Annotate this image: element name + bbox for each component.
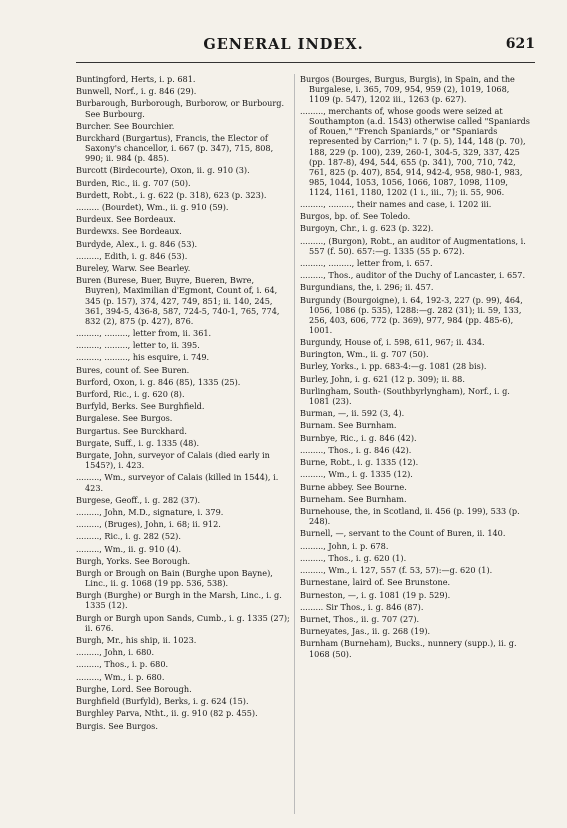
- index-entry: Burnet, Thos., ii. g. 707 (27).: [300, 614, 420, 625]
- index-entry: Burman, —, ii. 592 (3, 4).: [300, 408, 405, 419]
- index-entry: Burlingham, South- (Southbyrlyngham), Norf., i. g. 1081 (23).: [300, 385, 510, 406]
- index-entry: Burley, Yorks., i. pp. 683-4:—g. 1081 (28 bis).: [300, 361, 487, 372]
- index-entry: Buren (Burese, Buer, Buyre, Bueren, Bwre, Buyren), Maximilian d'Egmont, Count of, i. 64, 345 (p. 157), 374, 427, 749, 851; ii. 140, 245, 361, 394-5, 436-8, 587, 724-5, 740-1, 765, 774, 832 (2), 875 (p. 427), 876.: [76, 275, 280, 326]
- index-entry: Burgh, Yorks. See Borough.: [76, 555, 191, 566]
- index-entry: ........., Wm., ii. g. 910 (4).: [76, 543, 182, 554]
- index-entry: Burgundians, the, i. 296; ii. 457.: [300, 282, 434, 293]
- index-column-left: [76, 74, 290, 733]
- index-entry: Burne, Robt., i. g. 1335 (12).: [300, 457, 419, 468]
- index-entry: ........., ........., letter to, ii. 395.: [76, 340, 200, 351]
- index-entry: ........., John, i. 680.: [76, 647, 155, 658]
- index-entry: ........., Wm., i. p. 680.: [76, 671, 165, 682]
- index-entry: Burnestane, laird of. See Brunstone.: [300, 577, 451, 588]
- index-entry: Burdewxs. See Bordeaux.: [76, 226, 182, 237]
- index-entry: Burcott (Birdecourte), Oxon, ii. g. 910 (3).: [76, 165, 250, 176]
- index-entry: ........., Thos., i. g. 846 (42).: [300, 444, 412, 455]
- index-entry: Burgoyn, Chr., i. g. 623 (p. 322).: [300, 223, 434, 234]
- index-entry: ........., John, M.D., signature, i. 379.: [76, 506, 224, 517]
- index-entry: ........., Wm., i. 127, 557 (f. 53, 57):—g. 620 (1).: [300, 565, 493, 576]
- index-entry: Burley, John, i. g. 621 (12 p. 309); ii. 88.: [300, 373, 465, 384]
- index-entry: ........., John, i. p. 678.: [300, 540, 389, 551]
- index-entry: Burghley Parva, Ntht., ii. g. 910 (82 p. 455).: [76, 708, 258, 719]
- index-entry: Burnham (Burneham), Bucks., nunnery (supp.), ii. g. 1068 (50).: [300, 638, 517, 659]
- index-entry: ........., (Bruges), John, i. 68; ii. 912.: [76, 519, 221, 530]
- index-entry: Burington, Wm., ii. g. 707 (50).: [300, 349, 429, 360]
- index-entry: Burneham. See Burnham.: [300, 493, 407, 504]
- index-entry: Burdeux. See Bordeaux.: [76, 214, 176, 225]
- page-number: 621: [505, 36, 535, 52]
- index-entry: Bunwell, Norf., i. g. 846 (29).: [76, 86, 197, 97]
- index-entry: Burford, Ric., i. g. 620 (8).: [76, 389, 185, 400]
- index-entry: Burgh or Burgh upon Sands, Cumb., i. g. 1335 (27); ii. 676.: [76, 612, 290, 633]
- index-entry: Burnell, —, servant to the Count of Buren, ii. 140.: [300, 528, 506, 539]
- index-entry: Burgundy, House of, i. 598, 611, 967; ii. 434.: [300, 337, 485, 347]
- index-entry: Burden, Ric., ii. g. 707 (50).: [76, 177, 191, 188]
- index-entry: Burford, Oxon, i. g. 846 (85), 1335 (25).: [76, 376, 241, 387]
- index-entry: Bures, count of. See Buren.: [76, 364, 190, 375]
- index-entry: ........., merchants of, whose goods were seized at Southampton (a.d. 1543) otherwise called "Spaniards of Rouen," "French Spaniards," or "Spaniards represented by Carrion;" i. 7 (p. 5), 144, 148 (p. 70), 188, 229 (p. 100), 239, 260-1, 304-5, 329, 337, 425 (pp. 187-8), 494, 544, 655 (p. 341), 700, 710, 742, 761, 825 (p. 407), 854, 914, 942-4, 958, 980-1, 983, 985, 1044, 1053, 1056, 1066, 1087, 1098, 1109, 1124, 1161, 1180, 1202 (1 i., iii., 7); ii. 55, 906.: [300, 106, 530, 197]
- index-entry: Burgos (Bourges, Burgus, Burgis), in Spain, and the Burgalese, i. 365, 709, 954, 959 (2), 1019, 1068, 1109 (p. 547), 1202 iii., 1263 (p. 627).: [300, 74, 515, 105]
- index-entry: ........., ........., letter from, ii. 361.: [76, 327, 212, 338]
- index-entry: Burdyde, Alex., i. g. 846 (53).: [76, 238, 198, 249]
- index-entry: Buntingford, Herts, i. p. 681.: [76, 74, 196, 84]
- header-rule: [76, 62, 535, 63]
- index-entry: Burgese, Geoff., i. g. 282 (37).: [76, 494, 201, 505]
- index-entry: ........., Ric., i. g. 282 (52).: [76, 531, 181, 542]
- index-entry: Burgis. See Burgos.: [76, 720, 158, 731]
- index-entry: Burgundy (Bourgoigne), i. 64, 192-3, 227 (p. 99), 464, 1056, 1086 (p. 535), 1288:—g. 282 (31); ii. 59, 133, 256, 403, 606, 772 (p. 369), 977, 984 (pp. 485-6), 1001.: [300, 294, 523, 335]
- index-entry: Burcher. See Bourchier.: [76, 120, 175, 131]
- index-entry: Burckhard (Burgartus), Francis, the Elector of Saxony's chancellor, i. 667 (p. 347), 715, 808, 990; ii. 984 (p. 485).: [76, 132, 274, 164]
- page-title: GENERAL INDEX.: [203, 36, 364, 53]
- index-entry: Burghfield (Burfyld), Berks, i. g. 624 (15).: [76, 696, 249, 707]
- index-entry: Burgalese. See Burgos.: [76, 413, 173, 424]
- column-divider: [294, 74, 295, 814]
- index-column-right: [300, 74, 532, 661]
- index-entry: ........., Thos., auditor of the Duchy of Lancaster, i. 657.: [300, 270, 526, 281]
- index-entry: ........., ........., their names and case, i. 1202 iii.: [300, 198, 492, 209]
- index-entry: ........., ........., his esquire, i. 749.: [76, 352, 210, 363]
- index-entry: ........., (Burgon), Robt., an auditor of Augmentations, i. 557 (f. 50). 657:—g. 1335 (55 p. 672).: [300, 235, 526, 256]
- index-entry: Burnehouse, the, in Scotland, ii. 456 (p. 199), 533 (p. 248).: [300, 506, 520, 527]
- index-entry: Burgartus. See Burckhard.: [76, 425, 187, 436]
- index-entry: Burne abbey. See Bourne.: [300, 481, 407, 492]
- index-entry: ........., Wm., surveyor of Calais (killed in 1544), i. 423.: [76, 472, 279, 493]
- index-entry: Burgate, John, surveyor of Calais (died early in 1545?), i. 423.: [76, 450, 270, 471]
- index-entry: Burfyld, Berks. See Burghfield.: [76, 401, 205, 412]
- index-entry: Burbarough, Burborough, Burborow, or Burbourg. See Burbourg.: [76, 98, 285, 119]
- index-entry: Burgh (Burghe) or Burgh in the Marsh, Linc., i. g. 1335 (12).: [76, 590, 282, 611]
- index-entry: ........., ........., letter from, i. 657.: [300, 257, 433, 268]
- index-entry: Burneston, —, i. g. 1081 (19 p. 529).: [300, 589, 451, 600]
- index-entry: Burnbye, Ric., i. g. 846 (42).: [300, 432, 417, 443]
- index-entry: Burghe, Lord. See Borough.: [76, 683, 192, 694]
- index-entry: ......... (Bourdet), Wm., ii. g. 910 (59).: [76, 202, 229, 213]
- index-entry: Burdett, Robt., i. g. 622 (p. 318), 623 (p. 323).: [76, 189, 267, 200]
- index-entry: Burgate, Suff., i. g. 1335 (48).: [76, 437, 200, 448]
- index-entry: ........., Edith, i. g. 846 (53).: [76, 250, 188, 261]
- page-header: [0, 36, 567, 60]
- index-entry: Burgh or Brough on Bain (Burghe upon Bayne), Linc., ii. g. 1068 (19 pp. 536, 538).: [76, 568, 273, 589]
- index-entry: Burnam. See Burnham.: [300, 420, 397, 431]
- index-entry: ......... Sir Thos., i. g. 846 (87).: [300, 601, 424, 612]
- index-entry: Bureley, Warw. See Bearley.: [76, 263, 191, 274]
- index-entry: ........., Wm., i. g. 1335 (12).: [300, 469, 413, 480]
- index-entry: Burgh, Mr., his ship, ii. 1023.: [76, 635, 197, 645]
- index-entry: ........., Thos., i. p. 680.: [76, 659, 169, 670]
- index-entry: Burgos, bp. of. See Toledo.: [300, 211, 411, 222]
- index-entry: ........., Thos., i. g. 620 (1).: [300, 552, 407, 563]
- index-entry: Burneyates, Jas., ii. g. 268 (19).: [300, 626, 431, 637]
